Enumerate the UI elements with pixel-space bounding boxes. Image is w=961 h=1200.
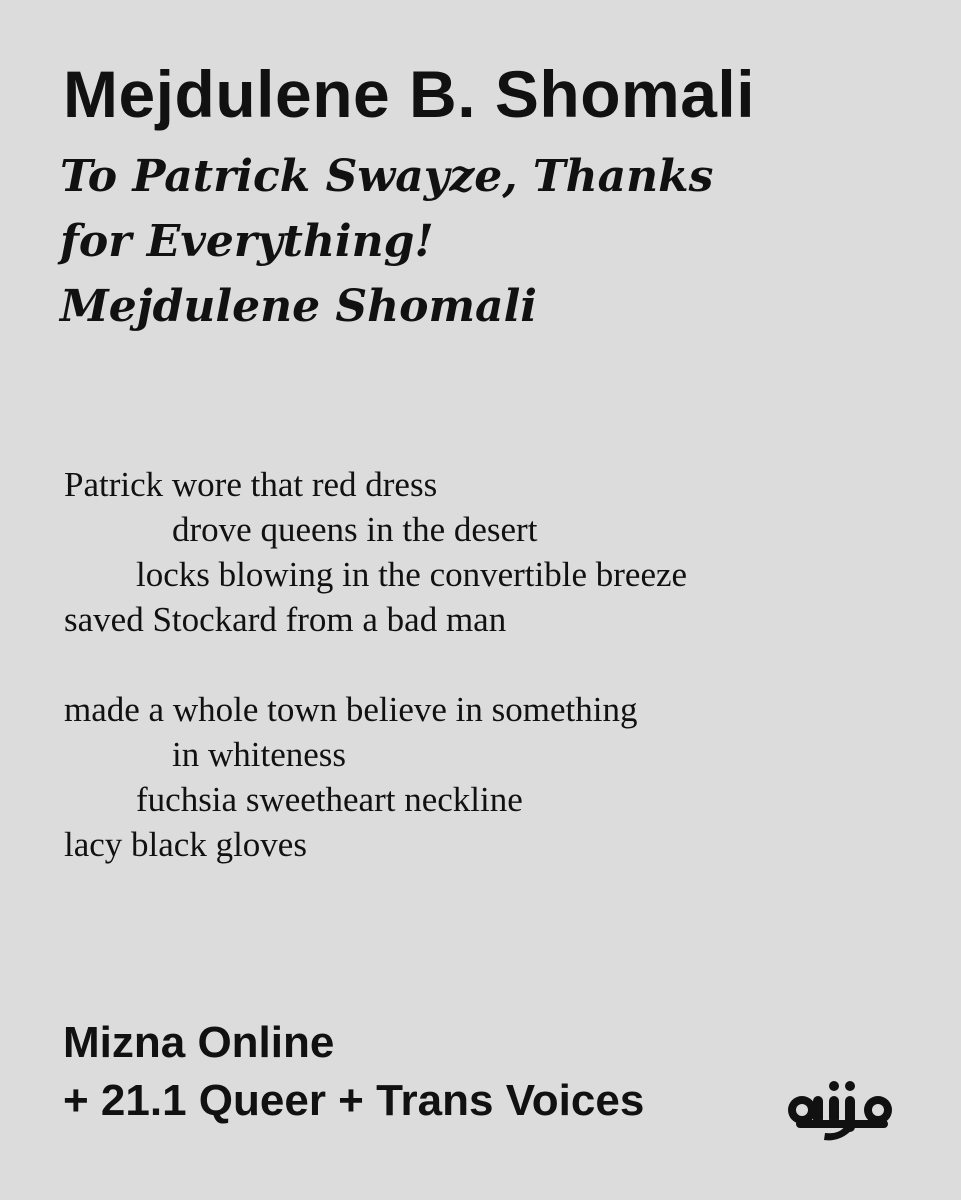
poem-line: in whiteness [172, 735, 347, 774]
mizna-logo-icon [778, 1072, 900, 1142]
poem-title-line: To Patrick Swayze, Thanks [60, 151, 714, 202]
issue-name: + 21.1 Queer + Trans Voices [63, 1076, 645, 1125]
poem-title-line: Mejdulene Shomali [60, 281, 537, 332]
poem-line: drove queens in the desert [172, 510, 538, 549]
poem-title-line: for Everything! [60, 216, 434, 267]
publication-credit [63, 1014, 644, 1130]
poem-title [60, 144, 713, 339]
poem-body [64, 462, 687, 867]
poem-line: fuchsia sweetheart neckline [136, 780, 523, 819]
poem-line: made a whole town believe in something [64, 690, 638, 729]
poem-line: Patrick wore that red dress [64, 465, 438, 504]
poem-line: lacy black gloves [64, 825, 307, 864]
poem-line: saved Stockard from a bad man [64, 600, 507, 639]
poem-stanza [64, 462, 687, 642]
poem-stanza [64, 687, 687, 867]
poem-line: locks blowing in the convertible breeze [136, 555, 688, 594]
publication-name: Mizna Online [63, 1018, 335, 1067]
author-name: Mejdulene B. Shomali [63, 57, 756, 131]
